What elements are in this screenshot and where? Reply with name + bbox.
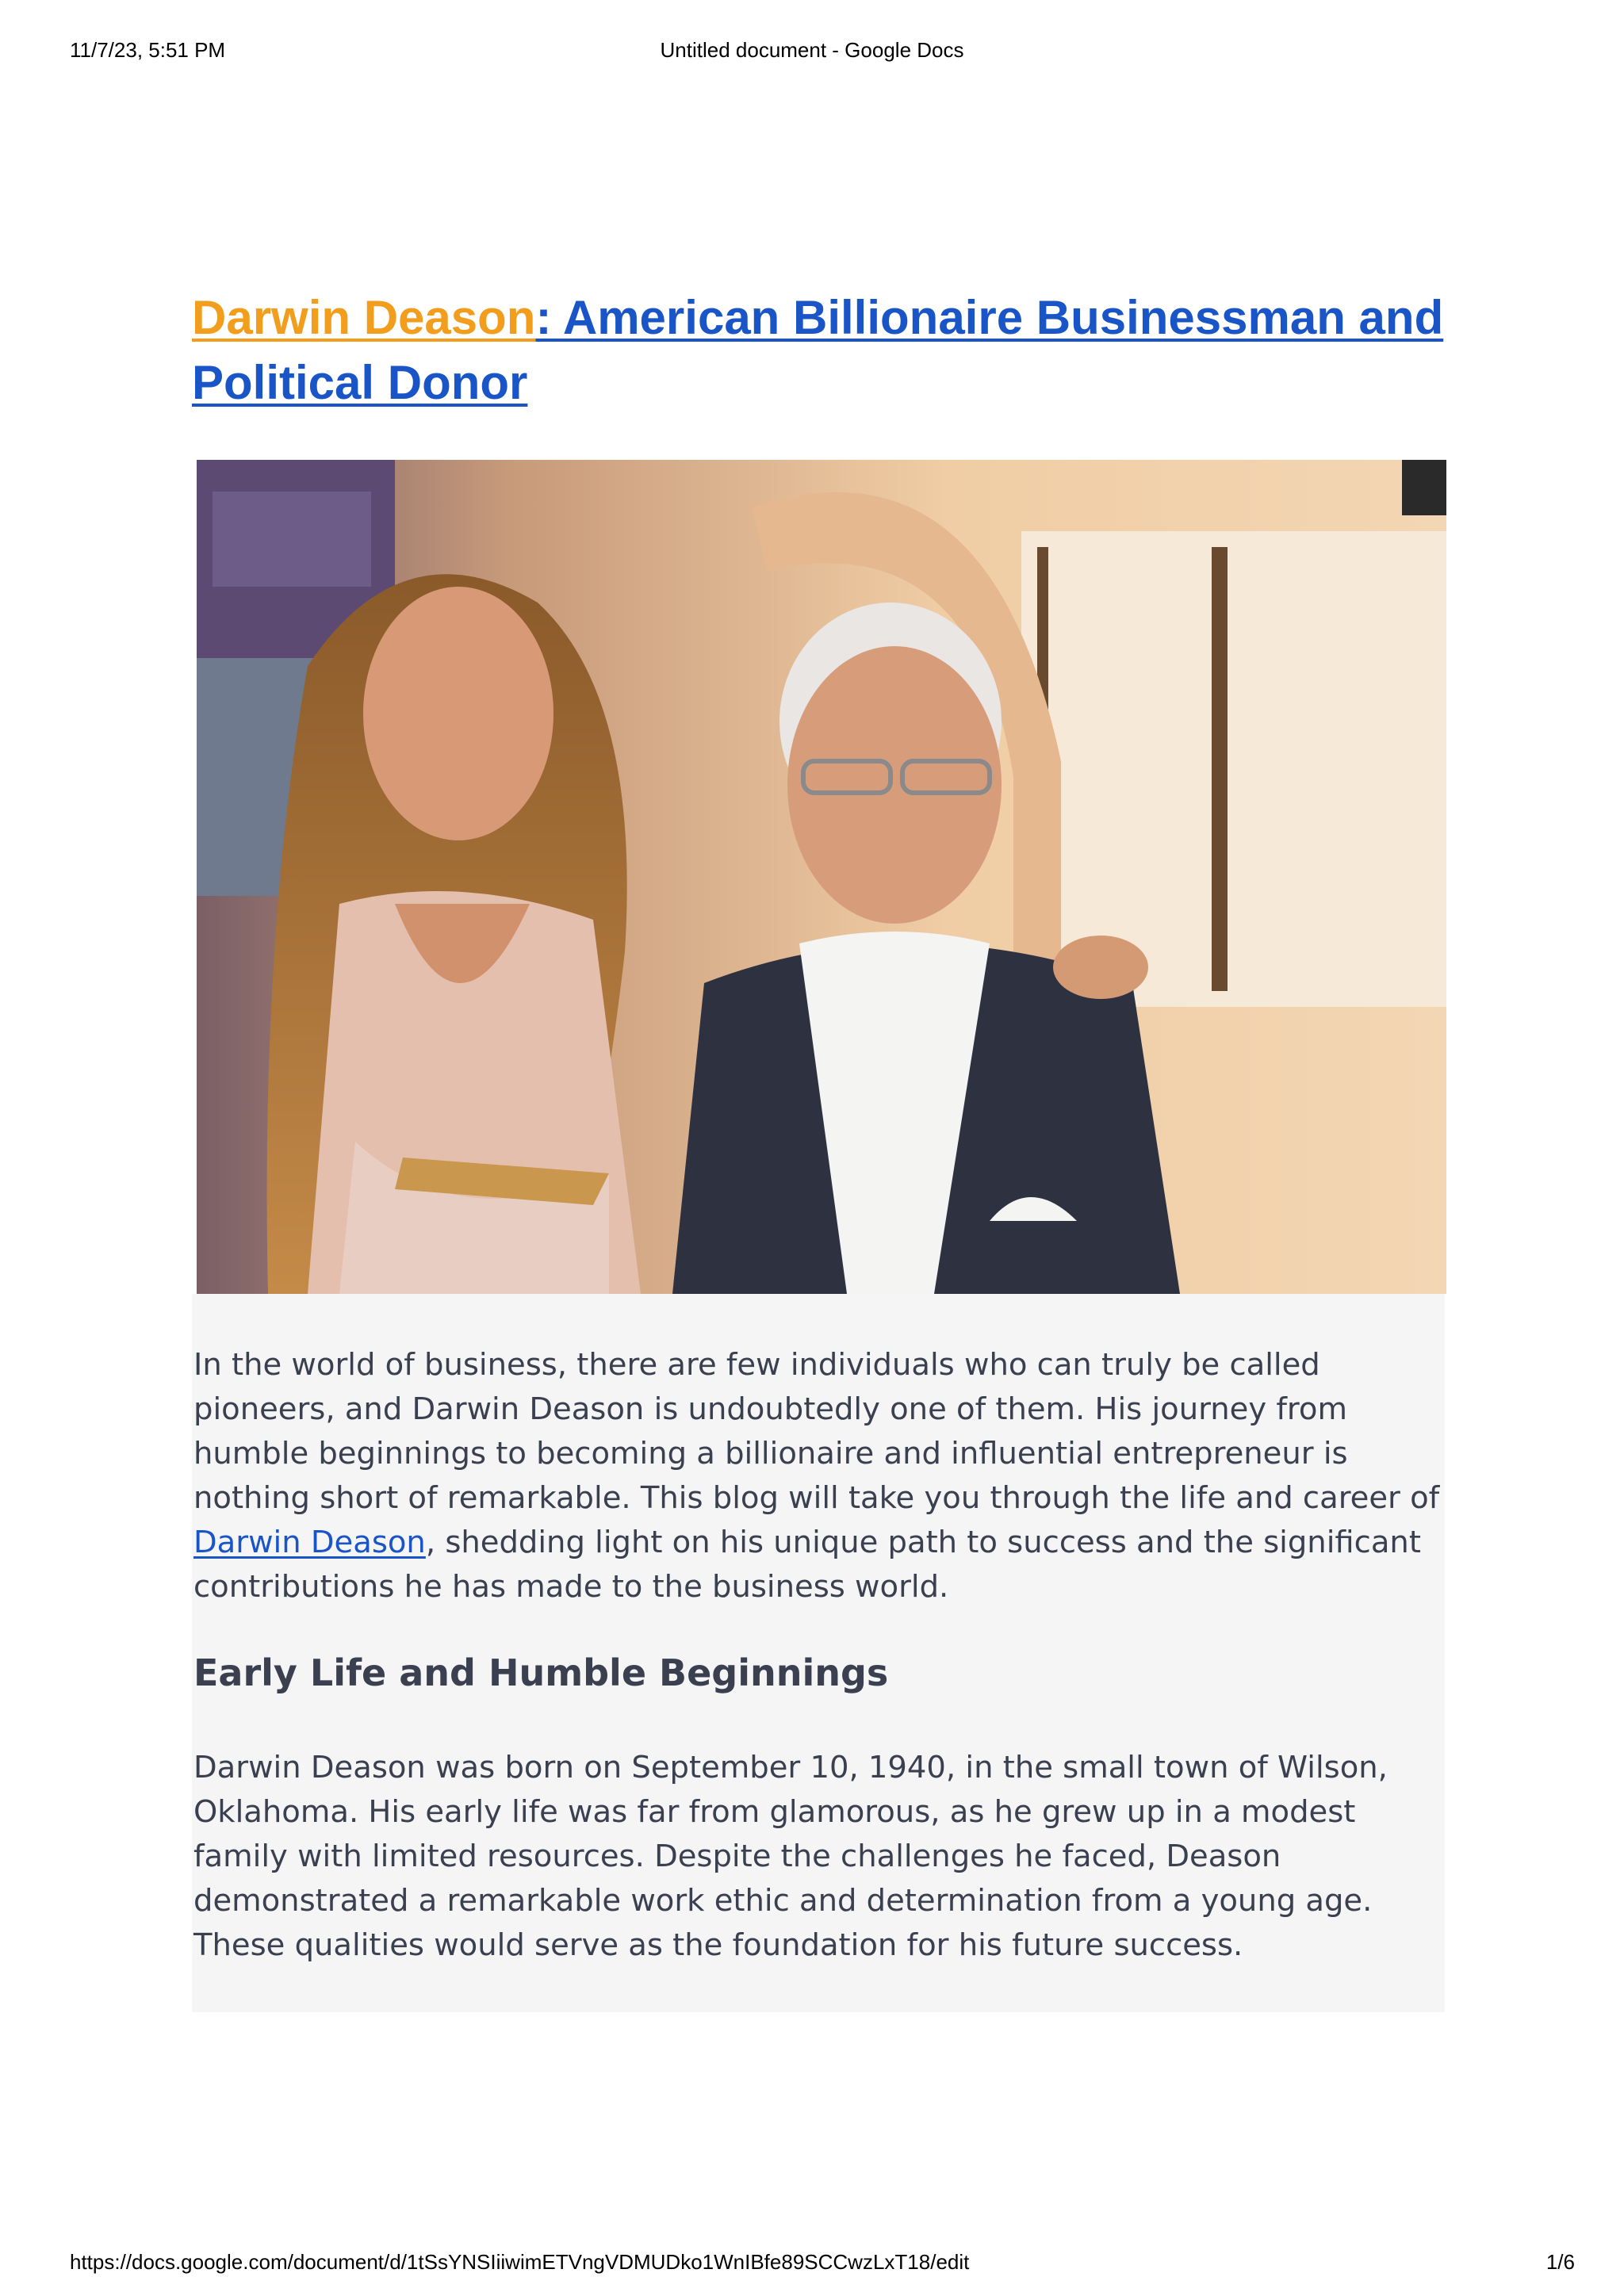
print-document-title: Untitled document - Google Docs — [660, 38, 964, 62]
print-url: https://docs.google.com/document/d/1tSsYNSIiiwimETVngVDMUDko1WnIBfe89SCCwzLxT18/edit — [70, 2250, 970, 2274]
title-rest-link[interactable]: : American Billionaire Businessman and Political Donor — [192, 291, 1444, 409]
article-photo — [197, 460, 1446, 1294]
article-title — [192, 285, 1461, 415]
intro-paragraph — [193, 1343, 1446, 1609]
print-datetime: 11/7/23, 5:51 PM — [70, 38, 226, 62]
photo-of-couple-illustration — [197, 460, 1446, 1294]
section-heading: Early Life and Humble Beginnings — [193, 1651, 889, 1694]
intro-text-before-link: In the world of business, there are few individuals who can truly be called pioneers, and Darwin Deason is undoubtedly one of them. His journey from humble beginnings to becoming a billionaire and influential entrepreneur is nothing short of remarkable. This blog will take you through the life and career of — [193, 1347, 1440, 1516]
early-life-paragraph: Darwin Deason was born on September 10, 1940, in the small town of Wilson, Oklahoma. His early life was far from glamorous, as he grew up in a modest family with limited resources. Despite the challenges he faced, Deason demonstrated a remarkable work ethic and determination from a young age. These qualities would serve as the foundation for his future success. — [193, 1750, 1388, 1963]
title-name-link[interactable]: Darwin Deason — [192, 291, 536, 344]
page-number: 1/6 — [1545, 2250, 1575, 2274]
intro-text-after-link: , shedding light on his unique path to success and the significant contributions he has made to the business world. — [193, 1525, 1421, 1605]
darwin-deason-link[interactable]: Darwin Deason — [193, 1525, 426, 1560]
